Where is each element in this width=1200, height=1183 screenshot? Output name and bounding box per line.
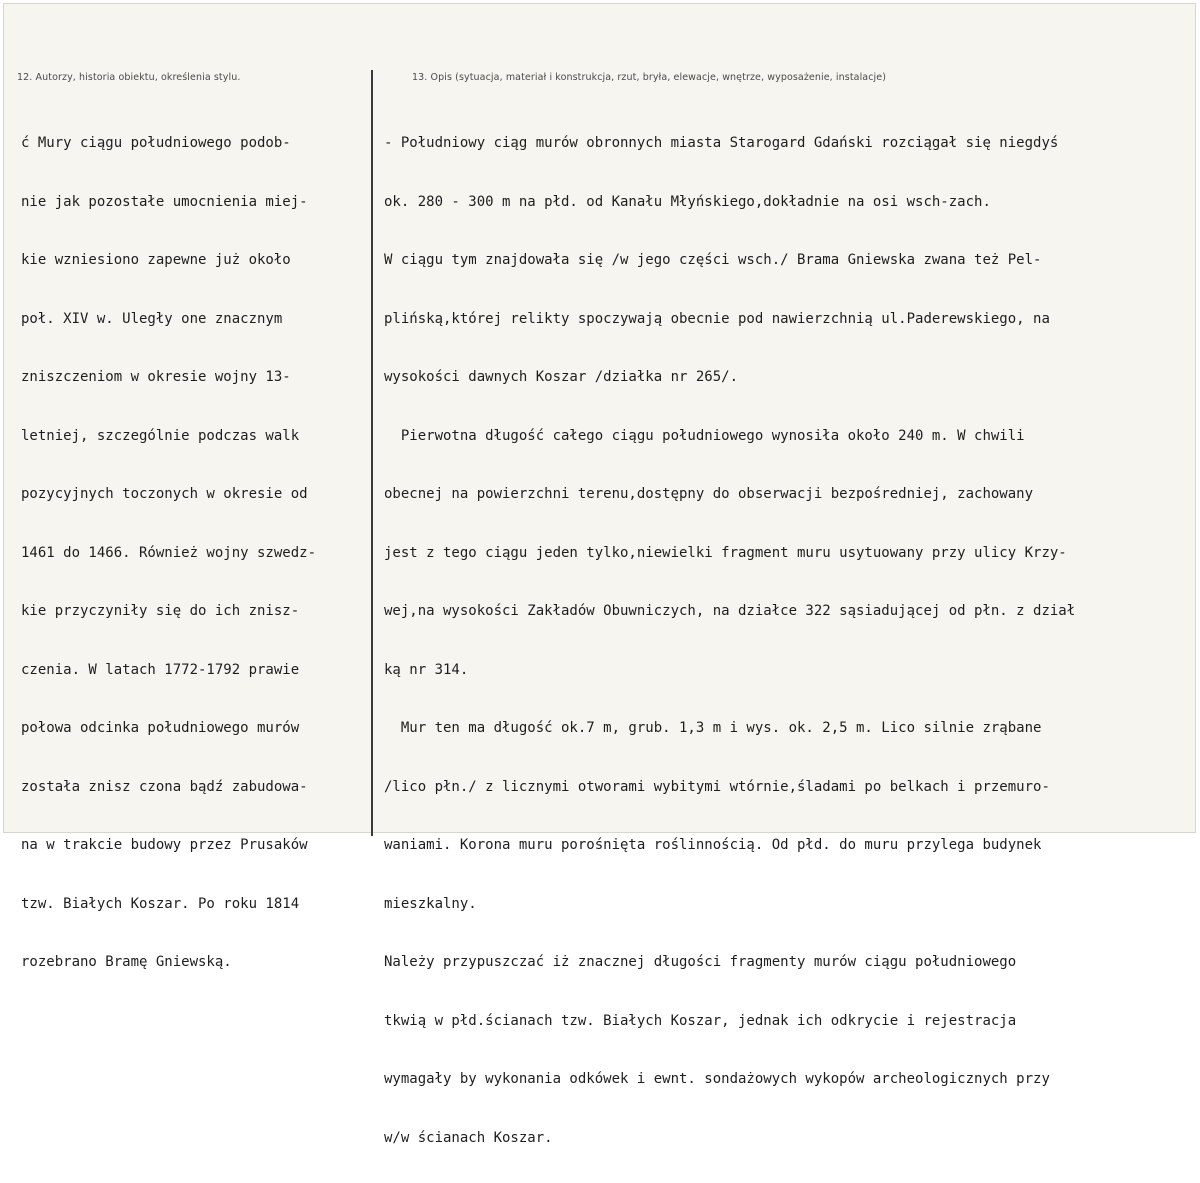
text-line: pozycyjnych toczonych w okresie od — [21, 486, 308, 502]
text-line: wej,na wysokości Zakładów Obuwniczych, na działce 322 sąsiadującej od płn. z dział — [384, 603, 1076, 619]
header-authors-history: 12. Autorzy, historia obiektu, określenia stylu. — [17, 72, 241, 83]
right-column-text — [384, 98, 1075, 1183]
text-line: ką nr 314. — [384, 661, 469, 678]
column-divider — [371, 70, 373, 836]
text-line: kie przyczyniły się do ich znisz- — [21, 603, 300, 619]
text-line: W ciągu tym znajdowała się /w jego części wsch./ Brama Gniewska zwana też Pel- — [384, 252, 1042, 268]
text-line: - Południowy ciąg murów obronnych miasta Starogard Gdański rozciągał się niegdyś — [384, 135, 1059, 151]
text-line: wymagały by wykonania odkówek i ewnt. sondażowych wykopów archeologicznych przy — [384, 1071, 1050, 1087]
text-line: jest z tego ciągu jeden tylko,niewielki fragment muru usytuowany przy ulicy Krzy- — [384, 544, 1067, 561]
left-column-text — [21, 98, 316, 1008]
text-line: ć Mury ciągu południowego podob- — [21, 135, 291, 151]
text-line: połowa odcinka południowego murów — [21, 720, 300, 736]
text-line: 1461 do 1466. Również wojny szwedz- — [21, 544, 317, 561]
text-line: poł. XIV w. Uległy one znacznym — [21, 310, 283, 327]
text-line: kie wzniesiono zapewne już około — [21, 252, 291, 268]
text-line: wysokości dawnych Koszar /działka nr 265/. — [384, 369, 739, 385]
text-line: waniami. Korona muru porośnięta roślinnością. Od płd. do muru przylega budynek — [384, 837, 1042, 853]
text-line: Pierwotna długość całego ciągu południowego wynosiła około 240 m. W chwili — [384, 427, 1025, 444]
text-line: rozebrano Bramę Gniewską. — [21, 954, 232, 970]
header-description: 13. Opis (sytuacja, materiał i konstrukcja, rzut, bryła, elewacje, wnętrze, wyposażenie, instalacje) — [412, 72, 887, 83]
text-line: ok. 280 - 300 m na płd. od Kanału Młyńskiego,dokładnie na osi wsch-zach. — [384, 193, 991, 210]
text-line: mieszkalny. — [384, 895, 477, 912]
text-line: została znisz czona bądź zabudowa- — [21, 778, 308, 795]
text-line: Mur ten ma długość ok.7 m, grub. 1,3 m i wys. ok. 2,5 m. Lico silnie zrąbane — [384, 720, 1042, 736]
text-line: czenia. W latach 1772-1792 prawie — [21, 661, 300, 678]
text-line: letniej, szczególnie podczas walk — [21, 427, 300, 444]
record-card — [3, 3, 1196, 1146]
text-line: nie jak pozostałe umocnienia miej- — [21, 193, 308, 210]
text-line: obecnej na powierzchni terenu,dostępny do obserwacji bezpośredniej, zachowany — [384, 486, 1034, 502]
text-line: tzw. Białych Koszar. Po roku 1814 — [21, 895, 300, 912]
text-line: w/w ścianach Koszar. — [384, 1129, 553, 1146]
text-line: tkwią w płd.ścianach tzw. Białych Koszar, jednak ich odkrycie i rejestracja — [384, 1012, 1017, 1029]
text-line: /lico płn./ z licznymi otworami wybitymi wtórnie,śladami po belkach i przemuro- — [384, 778, 1050, 795]
text-line: na w trakcie budowy przez Prusaków — [21, 837, 308, 853]
text-line: Należy przypuszczać iż znacznej długości fragmenty murów ciągu południowego — [384, 954, 1017, 970]
text-line: plińską,której relikty spoczywają obecnie pod nawierzchnią ul.Paderewskiego, na — [384, 310, 1050, 327]
text-line: zniszczeniom w okresie wojny 13- — [21, 369, 291, 385]
